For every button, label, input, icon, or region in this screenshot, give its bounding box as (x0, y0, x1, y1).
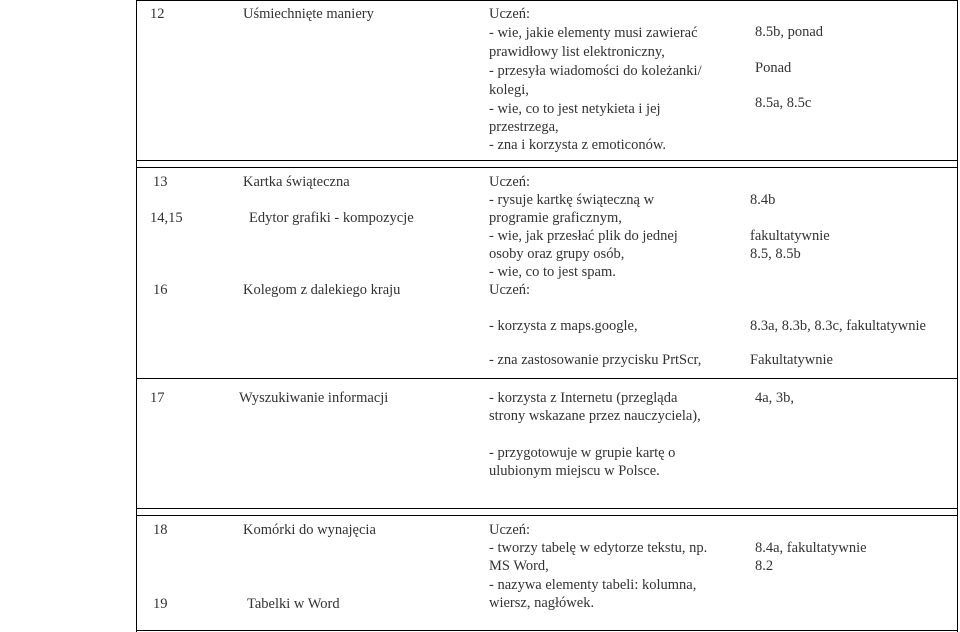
outcome-line: - zna zastosowanie przycisku PrtScr, (489, 352, 702, 368)
lesson-number: 18 (153, 522, 168, 538)
outcome-line: przestrzega, (489, 119, 559, 135)
standard-ref: 8.5a, 8.5c (755, 95, 812, 111)
standard-ref: 8.5b, ponad (755, 24, 824, 40)
table-border-bottom (136, 630, 958, 631)
standard-ref: 8.4a, fakultatywnie (755, 540, 867, 556)
outcome-line: Uczeń: (489, 6, 531, 22)
lesson-number: 14,15 (150, 210, 183, 226)
outcome-line: - zna i korzysta z emoticonów. (489, 137, 667, 153)
lesson-number: 19 (153, 596, 168, 612)
outcome-line: - wie, jakie elementy musi zawierać (489, 25, 698, 41)
outcome-line: - tworzy tabelę w edytorze tekstu, np. (489, 540, 708, 556)
standard-ref: 8.2 (755, 558, 774, 574)
outcome-line: MS Word, (489, 558, 549, 574)
outcome-line: Uczeń: (489, 174, 531, 190)
table-border-left (136, 0, 137, 632)
standard-ref: Fakultatywnie (750, 352, 833, 368)
table-border-right (957, 0, 958, 632)
lesson-title: Uśmiechnięte maniery (243, 6, 374, 22)
standard-ref: 4a, 3b, (755, 390, 795, 406)
standard-ref: Ponad (755, 60, 792, 76)
outcome-line: - wie, jak przesłać plik do jednej (489, 228, 678, 244)
outcome-line: programie graficznym, (489, 210, 622, 226)
lesson-title: Wyszukiwanie informacji (239, 390, 389, 406)
outcome-line: prawidłowy list elektroniczny, (489, 44, 665, 60)
outcome-line: wiersz, nagłówek. (489, 595, 595, 611)
outcome-line: - rysuje kartkę świąteczną w (489, 192, 655, 208)
outcome-line: osoby oraz grupy osób, (489, 246, 625, 262)
outcome-line: - przygotowuje w grupie kartę o (489, 445, 676, 461)
row-divider (136, 508, 958, 509)
lesson-number: 16 (153, 282, 168, 298)
lesson-title: Edytor grafiki - kompozycje (249, 210, 414, 226)
row-divider (136, 515, 958, 516)
lesson-number: 17 (150, 390, 165, 406)
outcome-line: ulubionym miejscu w Polsce. (489, 463, 660, 479)
lesson-title: Kartka świąteczna (243, 174, 350, 190)
lesson-title: Kolegom z dalekiego kraju (243, 282, 401, 298)
standard-ref: 8.5, 8.5b (750, 246, 801, 262)
standard-ref: 8.3a, 8.3b, 8.3c, fakultatywnie (750, 318, 926, 334)
outcome-line: - nazywa elementy tabeli: kolumna, (489, 577, 697, 593)
outcome-line: kolegi, (489, 82, 529, 98)
lesson-title: Komórki do wynajęcia (243, 522, 376, 538)
outcome-line: - wie, co to jest netykieta i jej (489, 101, 661, 117)
standard-ref: 8.4b (750, 192, 776, 208)
outcome-line: - korzysta z Internetu (przegląda (489, 390, 678, 406)
outcome-line: strony wskazane przez nauczyciela), (489, 408, 701, 424)
outcome-line: - wie, co to jest spam. (489, 264, 616, 280)
outcome-line: Uczeń: (489, 282, 531, 298)
row-divider (136, 160, 958, 161)
outcome-line: - przesyła wiadomości do koleżanki/ (489, 63, 702, 79)
table-border-top (136, 0, 958, 1)
row-divider (136, 378, 958, 379)
lesson-number: 12 (150, 6, 165, 22)
row-divider (136, 167, 958, 168)
lesson-title: Tabelki w Word (247, 596, 340, 612)
outcome-line: Uczeń: (489, 522, 531, 538)
standard-ref: fakultatywnie (750, 228, 830, 244)
outcome-line: - korzysta z maps.google, (489, 318, 638, 334)
lesson-number: 13 (153, 174, 168, 190)
